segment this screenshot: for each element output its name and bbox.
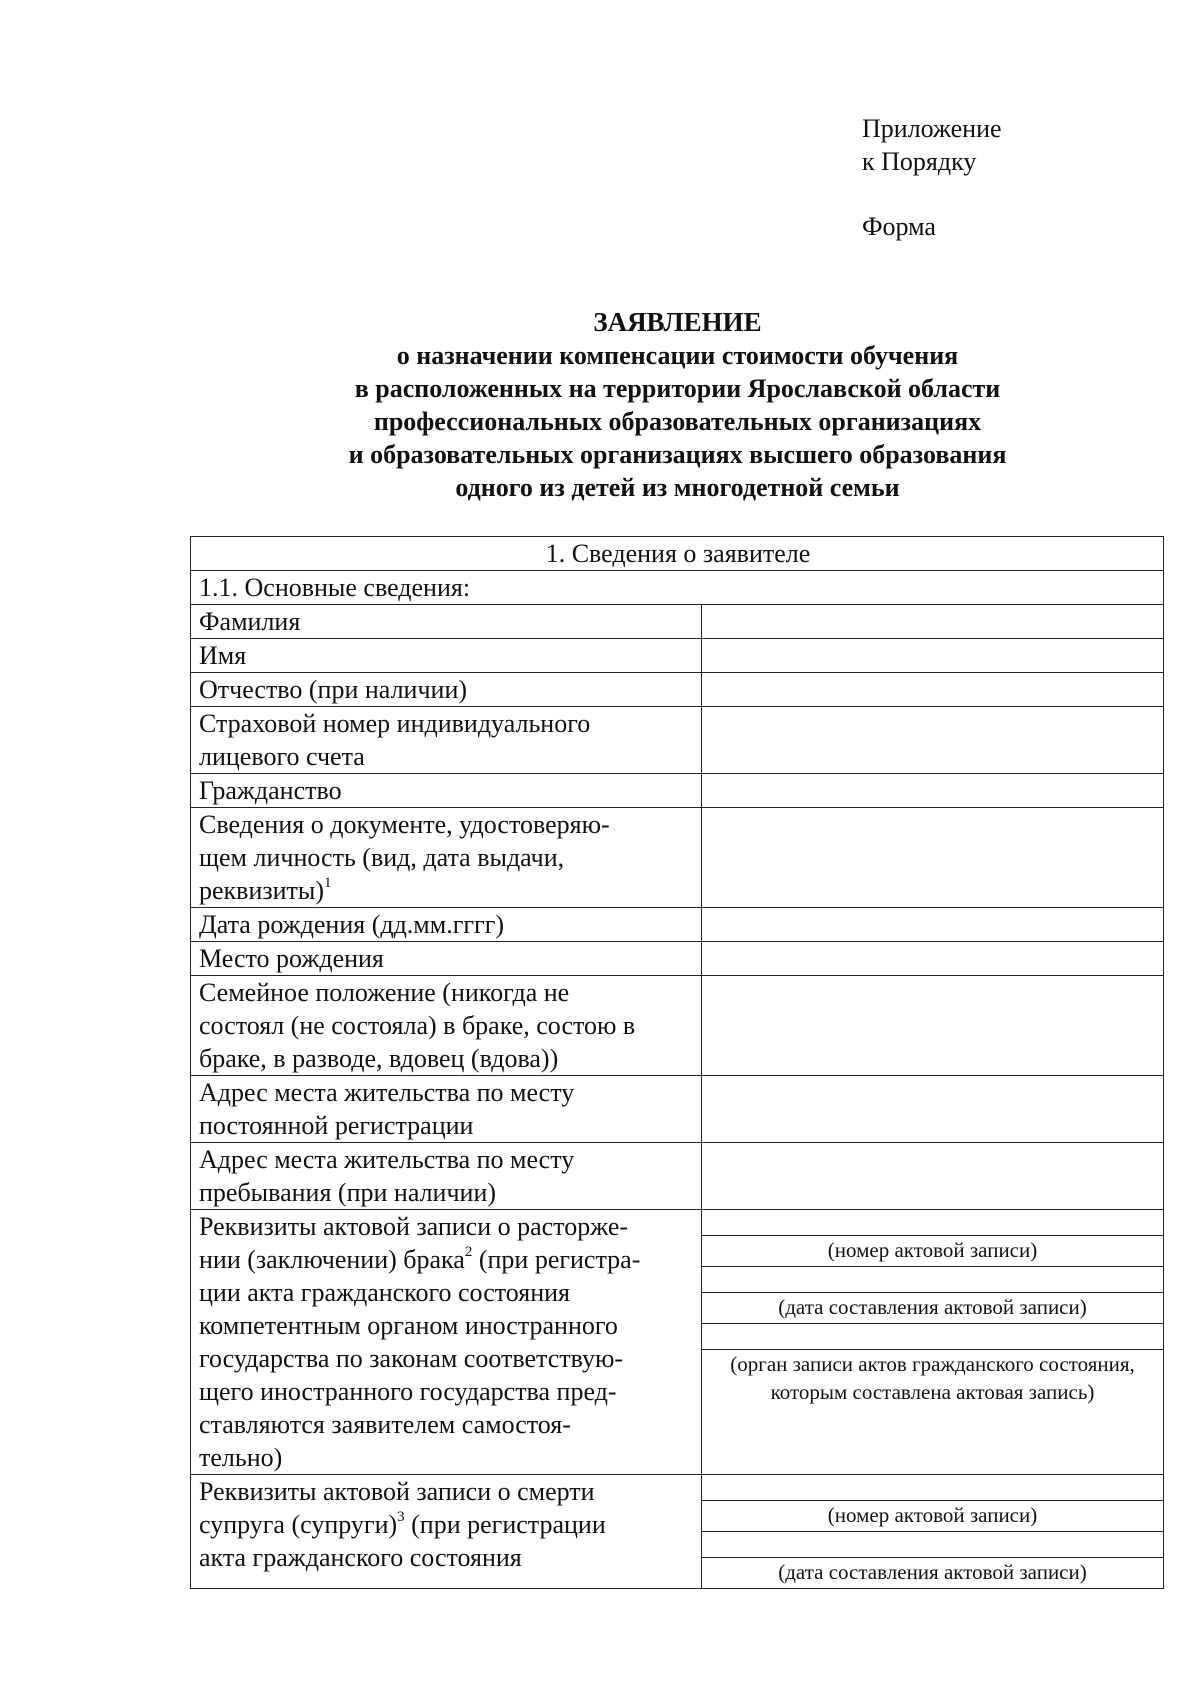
marriage-record-fields xyxy=(702,1210,1164,1475)
table-row xyxy=(191,1210,1164,1475)
appendix-line-1: Приложение xyxy=(862,114,1002,143)
title-line-4: и образовательных организациях высшего образования xyxy=(348,440,1007,469)
form-label: Форма xyxy=(862,212,936,241)
citizenship-field[interactable] xyxy=(702,774,1164,808)
marriage-record-label-text-2: (при регистра- xyxy=(472,1245,641,1274)
stay-address-label-line-1: Адрес места жительства по месту xyxy=(199,1145,575,1174)
stay-address-field[interactable] xyxy=(702,1143,1164,1210)
citizenship-label: Гражданство xyxy=(191,774,702,808)
marital-status-field[interactable] xyxy=(702,976,1164,1076)
marriage-record-number xyxy=(702,1210,1163,1267)
table-row xyxy=(191,707,1164,774)
marriage-record-date-field[interactable] xyxy=(702,1267,1163,1293)
table-row xyxy=(191,808,1164,908)
record-number-caption: (номер актовой записи) xyxy=(702,1236,1163,1267)
title-line-3: профессиональных образовательных организациях xyxy=(373,407,982,436)
patronymic-field[interactable] xyxy=(702,673,1164,707)
table-row xyxy=(191,639,1164,673)
table-row xyxy=(191,908,1164,942)
title-heading: ЗАЯВЛЕНИЕ xyxy=(593,307,762,337)
marriage-record-label-line-7: ставляются заявителем самостоя- xyxy=(199,1410,571,1439)
id-document-label-line-3 xyxy=(199,874,695,907)
death-record-date-field[interactable] xyxy=(702,1532,1163,1558)
table-row xyxy=(191,605,1164,639)
snils-label-line-1: Страховой номер индивидуального xyxy=(199,709,591,738)
stay-address-label xyxy=(191,1143,702,1210)
death-record-number xyxy=(702,1475,1163,1532)
birth-date-label: Дата рождения (дд.мм.гггг) xyxy=(191,908,702,942)
record-date-caption: (дата составления актовой записи) xyxy=(702,1293,1163,1324)
marital-status-label xyxy=(191,976,702,1076)
appendix-line-2: к Порядку xyxy=(862,147,977,176)
registration-address-label xyxy=(191,1076,702,1143)
table-row xyxy=(191,1076,1164,1143)
marital-status-label-line-2: состоял (не состояла) в браке, состою в xyxy=(199,1011,636,1040)
snils-label-line-2: лицевого счета xyxy=(199,742,365,771)
registration-address-field[interactable] xyxy=(702,1076,1164,1143)
table-row xyxy=(191,1143,1164,1210)
footnote-1-mark: 1 xyxy=(324,875,332,891)
section-header: 1. Сведения о заявителе xyxy=(191,537,1164,571)
marriage-record-authority-field[interactable] xyxy=(702,1324,1163,1350)
death-record-date xyxy=(702,1532,1163,1588)
snils-label xyxy=(191,707,702,774)
death-record-label-line-2 xyxy=(199,1508,695,1541)
marriage-record-number-field[interactable] xyxy=(702,1210,1163,1236)
id-document-label xyxy=(191,808,702,908)
marriage-record-authority xyxy=(702,1324,1163,1408)
appendix-note xyxy=(862,112,1002,243)
marriage-record-label xyxy=(191,1210,702,1475)
table-row xyxy=(191,673,1164,707)
id-document-label-text: реквизиты) xyxy=(199,876,325,905)
table-row xyxy=(191,942,1164,976)
birth-date-field[interactable] xyxy=(702,908,1164,942)
marital-status-label-line-3: браке, в разводе, вдовец (вдова)) xyxy=(199,1044,559,1073)
title-line-1: о назначении компенсации стоимости обучения xyxy=(396,341,959,370)
record-authority-caption: (орган записи актов гражданского состояния, которым составлена актовая запись) xyxy=(730,1352,1135,1404)
death-record-label-line-1: Реквизиты актовой записи о смерти xyxy=(199,1477,595,1506)
death-record-label-line-3: акта гражданского состояния xyxy=(199,1543,522,1572)
marriage-record-label-line-5: государства по законам соответствую- xyxy=(199,1344,624,1373)
table-row xyxy=(191,774,1164,808)
death-record-date-caption: (дата составления актовой записи) xyxy=(778,1560,1087,1584)
footnote-3-mark: 3 xyxy=(397,1509,405,1525)
birth-place-field[interactable] xyxy=(702,942,1164,976)
marriage-record-label-line-2 xyxy=(199,1243,695,1276)
death-record-number-field[interactable] xyxy=(702,1475,1163,1501)
table-row xyxy=(191,976,1164,1076)
marriage-record-label-line-4: компетентным органом иностранного xyxy=(199,1311,618,1340)
subsection-header: 1.1. Основные сведения: xyxy=(191,571,1164,605)
marital-status-label-line-1: Семейное положение (никогда не xyxy=(199,978,570,1007)
id-document-label-line-1: Сведения о документе, удостоверяю- xyxy=(199,810,610,839)
marriage-record-label-line-3: ции акта гражданского состояния xyxy=(199,1278,571,1307)
registration-address-label-line-1: Адрес места жительства по месту xyxy=(199,1078,575,1107)
name-label: Имя xyxy=(191,639,702,673)
name-field[interactable] xyxy=(702,639,1164,673)
footnote-2-mark: 2 xyxy=(464,1244,473,1260)
stay-address-label-line-2: пребывания (при наличии) xyxy=(199,1178,497,1207)
table-row xyxy=(191,1475,1164,1589)
death-record-number-caption: (номер актовой записи) xyxy=(702,1501,1163,1532)
patronymic-label: Отчество (при наличии) xyxy=(191,673,702,707)
snils-field[interactable] xyxy=(702,707,1164,774)
surname-field[interactable] xyxy=(702,605,1164,639)
marriage-record-label-line-8: тельно) xyxy=(199,1443,283,1472)
applicant-info-table xyxy=(190,536,1164,1589)
marriage-record-label-text: нии (заключении) брака xyxy=(199,1245,465,1274)
id-document-label-line-2: щем личность (вид, дата выдачи, xyxy=(199,843,565,872)
death-record-fields xyxy=(702,1475,1164,1589)
marriage-record-label-line-6: щего иностранного государства пред- xyxy=(199,1377,617,1406)
death-record-label-text-2: (при регистрации xyxy=(404,1510,606,1539)
marriage-record-date xyxy=(702,1267,1163,1324)
document-title xyxy=(190,306,1165,504)
surname-label: Фамилия xyxy=(191,605,702,639)
registration-address-label-line-2: постоянной регистрации xyxy=(199,1111,474,1140)
death-record-label xyxy=(191,1475,702,1589)
marriage-record-label-line-1: Реквизиты актовой записи о расторже- xyxy=(199,1212,629,1241)
death-record-label-text: супруга (супруги) xyxy=(199,1510,398,1539)
id-document-field[interactable] xyxy=(702,808,1164,908)
birth-place-label: Место рождения xyxy=(191,942,702,976)
title-line-2: в расположенных на территории Ярославской области xyxy=(354,374,1001,403)
title-line-5: одного из детей из многодетной семьи xyxy=(455,473,900,502)
